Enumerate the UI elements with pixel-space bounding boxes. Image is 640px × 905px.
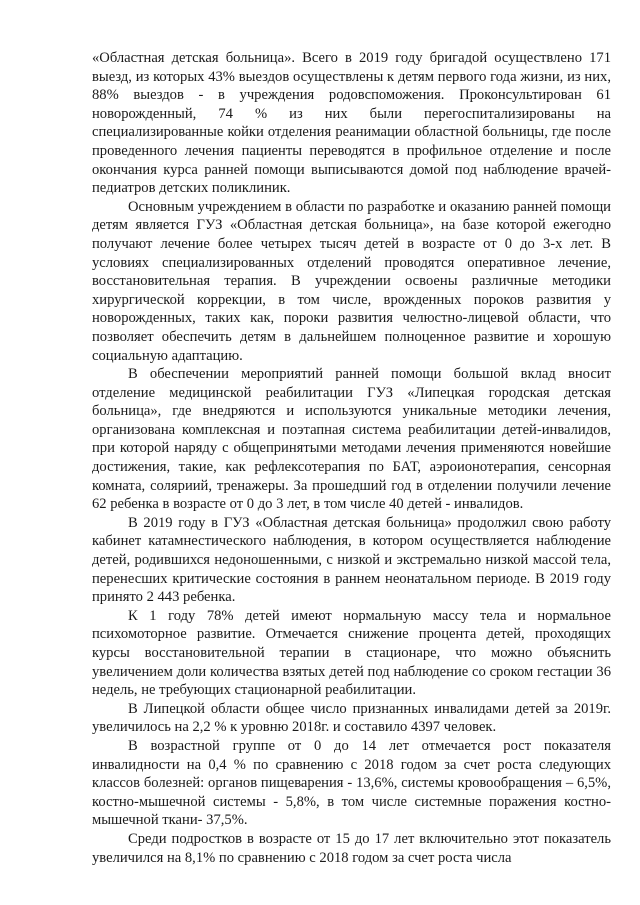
paragraph-age-group-0-14: В возрастной группе от 0 до 14 лет отмечается рост показателя инвалидности на 0,4 % по сравнению с 2018 годом за счет роста следующих классов болезней: органов пищеварения - 13,6%, системы кровообращения – 6,5%, костно-мышечной системы - 5,8%, в том числе системные поражения костно-мышечной ткани- 37,5%. <box>92 737 611 829</box>
paragraph-regional-hospital: Основным учреждением в области по разработке и оказанию ранней помощи детям является ГУЗ «Областная детская больница», на базе которой ежегодно получают лечение более четырех тысяч детей в возрасте от 0 до 3-х лет. В условиях специализированных отделений проводятся оперативное лечение, восстановительная терапия. В учреждении освоены различные методики хирургической коррекции, в том числе, врожденных пороков развития у новорожденных, таких как, пороки развития челюстно-лицевой области, что позволяет обеспечить детям в дальнейшем полноценное развитие и хорошую социальную адаптацию. <box>92 198 611 364</box>
paragraph-psychomotor-development: К 1 году 78% детей имеют нормальную массу тела и нормальное психомоторное развитие. Отмечается снижение процента детей, проходящих курсы восстановительной терапии в стационаре, что можно объяснить увеличением доли количества взятых детей под наблюдение со сроком гестации 36 недель, не требующих стационарной реабилитации. <box>92 607 611 699</box>
paragraph-disabled-children-total: В Липецкой области общее число признанных инвалидами детей за 2019г. увеличилось на 2,2 % к уровню 2018г. и составило 4397 человек. <box>92 700 611 736</box>
document-page <box>92 49 611 867</box>
paragraph-age-group-15-17: Среди подростков в возрасте от 15 до 17 лет включительно этот показатель увеличился на 8,1% по сравнению с 2018 годом за счет роста числа <box>92 830 611 866</box>
paragraph-rehabilitation-department: В обеспечении мероприятий ранней помощи большой вклад вносит отделение медицинской реабилитации ГУЗ «Липецкая городская детская больница», где внедряются и используются уникальные методики лечения, организована комплексная и поэтапная система реабилитации детей-инвалидов, при которой наряду с общепринятыми методами лечения применяются новейшие достижения, такие, как рефлексотерапия по БАТ, аэроионотерапия, сенсорная комната, соляриий, тренажеры. За прошедший год в отделении получили лечение 62 ребенка в возрасте от 0 до 3 лет, в том числе 40 детей - инвалидов. <box>92 366 611 513</box>
paragraph-ambulance-team: «Областная детская больница». Всего в 2019 году бригадой осуществлено 171 выезд, из которых 43% выездов осуществлены к детям первого года жизни, из них, 88% выездов - в учреждения родовспоможения. Проконсультирован 61 новорожденный, 74 % из них были перегоспитализированы на специализированные койки отделения реанимации областной больницы, где после проведенного лечения пациенты переводятся в профильное отделение и после окончания курса ранней помощи выписываются домой под наблюдение врачей-педиатров детских поликлиник. <box>92 50 611 197</box>
paragraph-catamnestic-office: В 2019 году в ГУЗ «Областная детская больница» продолжил свою работу кабинет катамнестического наблюдения, в котором осуществляется наблюдение детей, родившихся недоношенными, с низкой и экстремально низкой массой тела, перенесших критические состояния в раннем неонатальном периоде. В 2019 году принято 2 443 ребенка. <box>92 514 611 606</box>
